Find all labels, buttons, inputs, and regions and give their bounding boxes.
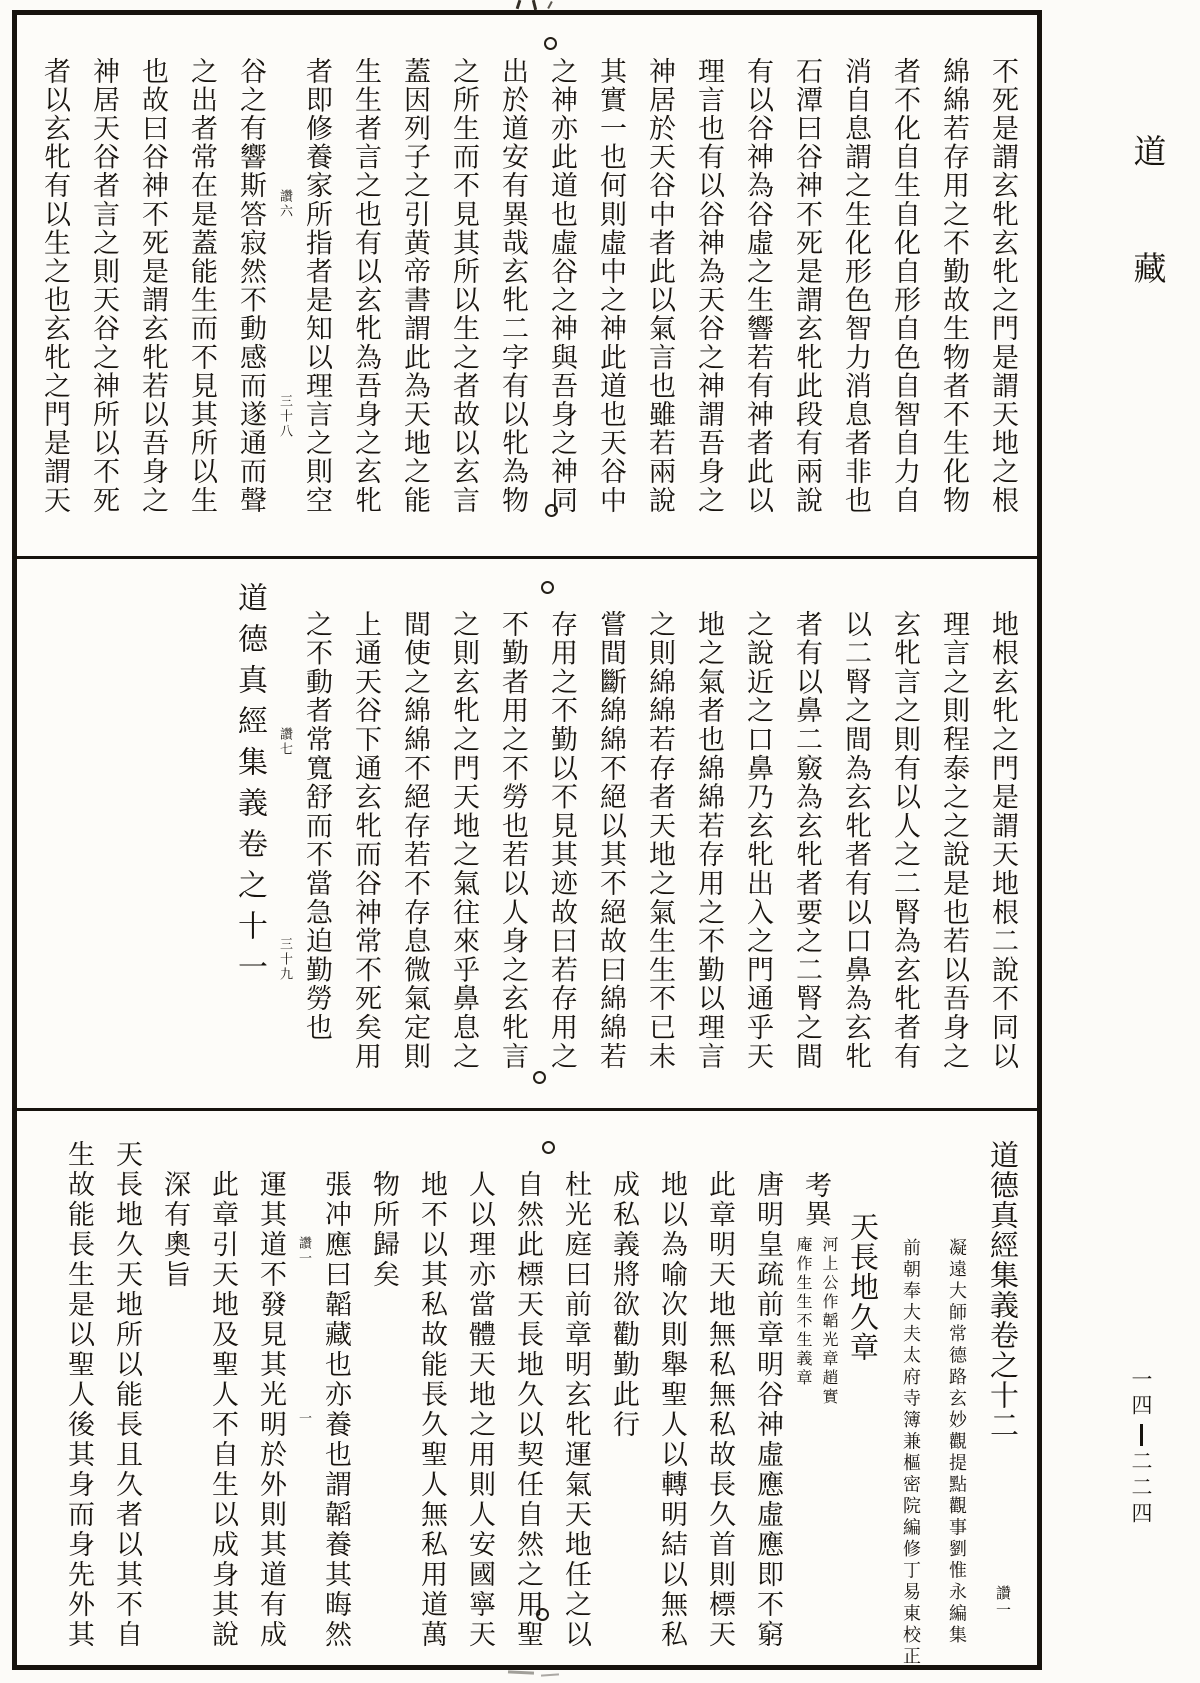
kaoyi-note-left: 庵作生生不生義章 [794, 1236, 813, 1388]
text-column: 理言也有以谷神為天谷之神謂吾身之 [693, 57, 724, 515]
text-column: 地以為喻次則舉聖人以轉明結以無私 [656, 1170, 687, 1650]
edge-mark [532, 0, 537, 10]
divider-circle-icon [541, 581, 554, 594]
text-column: 石潭曰谷神不死是謂玄牝此段有兩說 [791, 57, 822, 515]
canon-label-zang: 藏 [1133, 249, 1167, 288]
divider-circle-icon [536, 1608, 549, 1621]
page-number-bottom: 二二四 [1129, 1450, 1153, 1528]
text-column: 存用之不勤以不見其迹故曰若存用之 [546, 610, 577, 1071]
text-column: 之則綿綿若存者天地之氣生生不已未 [644, 610, 675, 1071]
proofreader-credit-line: 前朝奉大夫太府寺簿兼樞密院編修丁易東校正 [900, 1238, 921, 1668]
text-column: 其實一也何則虛中之神此道也天谷中 [595, 57, 626, 515]
kaoyi-heading: 考異 [800, 1171, 831, 1229]
text-column: 人以理亦當體天地之用則人安國寧天 [464, 1170, 495, 1650]
text-column: 杜光庭曰前章明玄牝運氣天地任之以 [560, 1170, 591, 1650]
text-column: 地之氣者也綿綿若存用之不勤以理言 [693, 610, 724, 1071]
page-number-dash [1140, 1424, 1143, 1446]
text-column: 不勤者用之不勞也若以人身之玄牝言 [497, 610, 528, 1071]
kaoyi-variants-column [791, 1140, 839, 1672]
leaf-number-note: 三十八 [277, 394, 292, 439]
text-column: 成私義將欲勸勤此行 [608, 1170, 639, 1440]
text-column: 之神亦此道也虛谷之神與吾身之神同 [546, 57, 577, 515]
scripture-column: 天長地久天地所以能長且久者以其不自 [111, 1140, 142, 1650]
zan-number-note: 讚一 [296, 1236, 311, 1266]
text-column: 唐明皇疏前章明谷神虛應虛應即不窮 [752, 1170, 783, 1650]
volume-end-title: 道德真經集義卷之十一 [232, 582, 267, 992]
edge-mark [508, 1670, 534, 1674]
text-column: 谷之有響斯答寂然不動感而遂通而聲 [235, 57, 266, 515]
text-column: 此章引天地及聖人不自生以成身其說 [207, 1170, 238, 1650]
text-column: 之所生而不見其所以生之者故以玄言 [448, 57, 479, 515]
zan-number-note: 讚一 [994, 1585, 1012, 1619]
canon-label-dao: 道 [1133, 132, 1167, 171]
text-column: 嘗間斷綿綿不絕以其不絕故曰綿綿若 [595, 610, 626, 1071]
text-column: 生生者言之也有以玄牝為吾身之玄牝 [350, 57, 381, 515]
text-column: 之不動者常寬舒而不當急迫勤勞也 [301, 610, 332, 1042]
text-column: 地不以其私故能長久聖人無私用道萬 [416, 1170, 447, 1650]
text-column: 間使之綿綿不絕存若不存息微氣定則 [399, 610, 430, 1071]
scripture-column: 生故能長生是以聖人後其身而身先外其 [63, 1140, 94, 1650]
text-column: 玄牝言之則有以人之二腎為玄牝者有 [889, 610, 920, 1071]
divider-circle-icon [545, 504, 558, 517]
divider-circle-icon [544, 37, 557, 50]
text-column: 不死是謂玄牝玄牝之門是謂天地之根 [987, 57, 1018, 515]
text-column: 上通天谷下通玄牝而谷神常不死矣用 [350, 610, 381, 1071]
text-column: 此章明天地無私無私故長久首則標天 [704, 1170, 735, 1650]
text-column: 運其道不發見其光明於外則其道有成 [255, 1170, 286, 1650]
edge-mark [516, 0, 522, 9]
zan-number-note: 讚七 [277, 727, 292, 757]
interlinear-note-column [294, 1140, 311, 1672]
edge-mark [541, 1673, 559, 1676]
text-column: 之出者常在是蓋能生而不見其所以生 [186, 57, 217, 515]
text-column: 蓋因列子之引黄帝書謂此為天地之能 [399, 57, 430, 515]
zan-number-note: 讚六 [277, 189, 292, 219]
kaoyi-note-right: 河上公作韜光章趙實 [820, 1236, 839, 1407]
text-column: 者以玄牝有以生之也玄牝之門是謂天 [39, 57, 70, 515]
chapter-heading: 天長地久章 [846, 1212, 880, 1362]
text-column: 者即修養家所指者是知以理言之則空 [301, 57, 332, 515]
text-column: 地根玄牝之門是謂天地根二說不同以 [987, 610, 1018, 1071]
divider-circle-icon [542, 1141, 555, 1154]
text-column: 物所歸矣 [368, 1170, 399, 1290]
text-column: 者有以鼻二竅為玄牝者要之二腎之間 [791, 610, 822, 1071]
text-column: 出於道安有異哉玄牝二字有以牝為物 [497, 57, 528, 515]
leaf-number-note: 一 [296, 1411, 311, 1426]
text-column: 神居天谷者言之則天谷之神所以不死 [88, 57, 119, 515]
section-top [30, 57, 1027, 535]
section-middle [223, 582, 1027, 1087]
interlinear-note-column [275, 57, 292, 535]
text-column: 神居於天谷中者此以氣言也雖若兩說 [644, 57, 675, 515]
text-column: 也故曰谷神不死是謂玄牝若以吾身之 [137, 57, 168, 515]
text-column: 綿綿若存用之不勤故生物者不生化物 [938, 57, 969, 515]
section-divider-line [15, 556, 1039, 559]
text-column: 深有奧旨 [159, 1170, 190, 1290]
editor-credit-line: 凝遠大師常德路玄妙觀提點觀事劉惟永編集 [946, 1238, 967, 1647]
text-column: 自然此標天長地久以契任自然之用聖 [512, 1170, 543, 1650]
volume-title [979, 1140, 1027, 1672]
text-column: 有以谷神為谷虛之生響若有神者此以 [742, 57, 773, 515]
volume-page-number [1121, 1368, 1161, 1528]
leaf-number-note: 三十九 [277, 937, 292, 982]
text-column: 者不化自生自化自形自色自智自力自 [889, 57, 920, 515]
text-column: 理言之則程泰之之說是也若以吾身之 [938, 610, 969, 1071]
edge-mark [547, 1, 553, 9]
text-column: 張冲應曰韜藏也亦養也謂韜養其晦然 [320, 1170, 351, 1650]
text-column: 以二腎之間為玄牝者有以口鼻為玄牝 [840, 610, 871, 1071]
interlinear-note-column [275, 582, 292, 1087]
section-bottom [54, 1140, 1027, 1672]
text-column: 之說近之口鼻乃玄牝出入之門通乎天 [742, 610, 773, 1071]
volume-title-text: 道德真經集義卷之十二 [986, 1140, 1020, 1440]
section-divider-line [15, 1108, 1039, 1111]
text-column: 之則玄牝之門天地之氣往來乎鼻息之 [448, 610, 479, 1071]
divider-circle-icon [533, 1071, 546, 1084]
page-number-top: 一四 [1129, 1368, 1153, 1420]
text-column: 消自息謂之生化形色智力消息者非也 [840, 57, 871, 515]
